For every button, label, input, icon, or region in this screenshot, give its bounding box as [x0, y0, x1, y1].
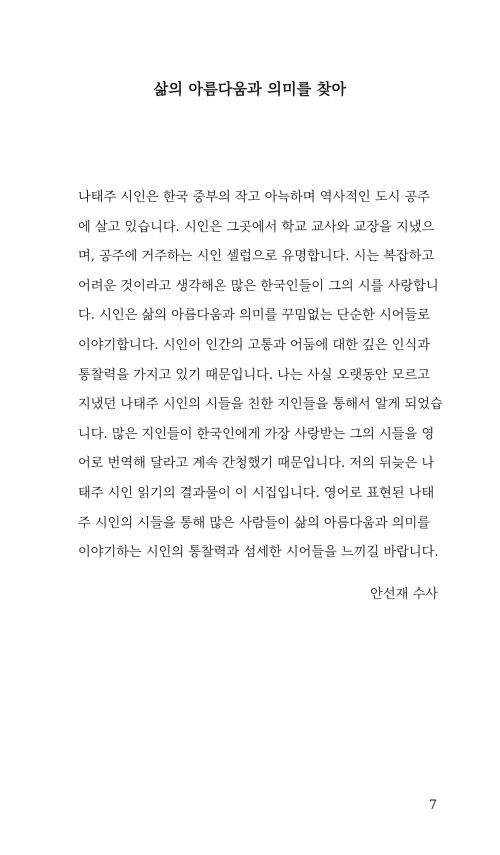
- page-title: 삶의 아름다움과 의미를 찾아: [153, 80, 347, 98]
- paragraph-line: 며, 공주에 거주하는 시인 셀럽으로 유명합니다. 시는 복잡하고: [78, 249, 435, 265]
- paragraph-line: 이야기합니다. 시인이 인간의 고통과 어둠에 대한 깊은 인식과: [78, 337, 431, 353]
- paragraph-line: 지냈던 나태주 시인의 시들을 친한 지인들을 통해서 알게 되었습: [78, 397, 443, 413]
- page-number: 7: [428, 798, 437, 813]
- author-signature: 안선재 수사: [370, 587, 438, 602]
- paragraph-line: 주 시인의 시들을 통해 많은 사람들이 삶의 아름다움과 의미를: [78, 515, 431, 531]
- paragraph-line: 어로 번역해 달라고 계속 간청했기 때문입니다. 저의 뒤늦은 나: [78, 456, 435, 472]
- paragraph-line: 통찰력을 가지고 있기 때문입니다. 나는 사실 오랫동안 모르고: [78, 367, 431, 383]
- paragraph-line: 어려운 것이라고 생각해온 많은 한국인들이 그의 시를 사랑합니: [78, 278, 439, 294]
- paragraph-line: 에 살고 있습니다. 시인은 그곳에서 학교 교사와 교장을 지냈으: [78, 219, 435, 235]
- paragraph-line: 나태주 시인은 한국 중부의 작고 아늑하며 역사적인 도시 공주: [78, 190, 431, 205]
- paragraph-line: 다. 시인은 삶의 아름다움과 의미를 꾸밈없는 단순한 시어들로: [78, 308, 431, 324]
- paragraph-line: 니다. 많은 지인들이 한국인에게 가장 사랑받는 그의 시들을 영: [78, 426, 435, 442]
- paragraph-line: 이야기하는 시인의 통찰력과 섬세한 시어들을 느끼길 바랍니다.: [78, 545, 439, 561]
- paragraph-line: 태주 시인 읽기의 결과물이 이 시집입니다. 영어로 표현된 나태: [78, 485, 435, 501]
- body-paragraph: [78, 183, 443, 568]
